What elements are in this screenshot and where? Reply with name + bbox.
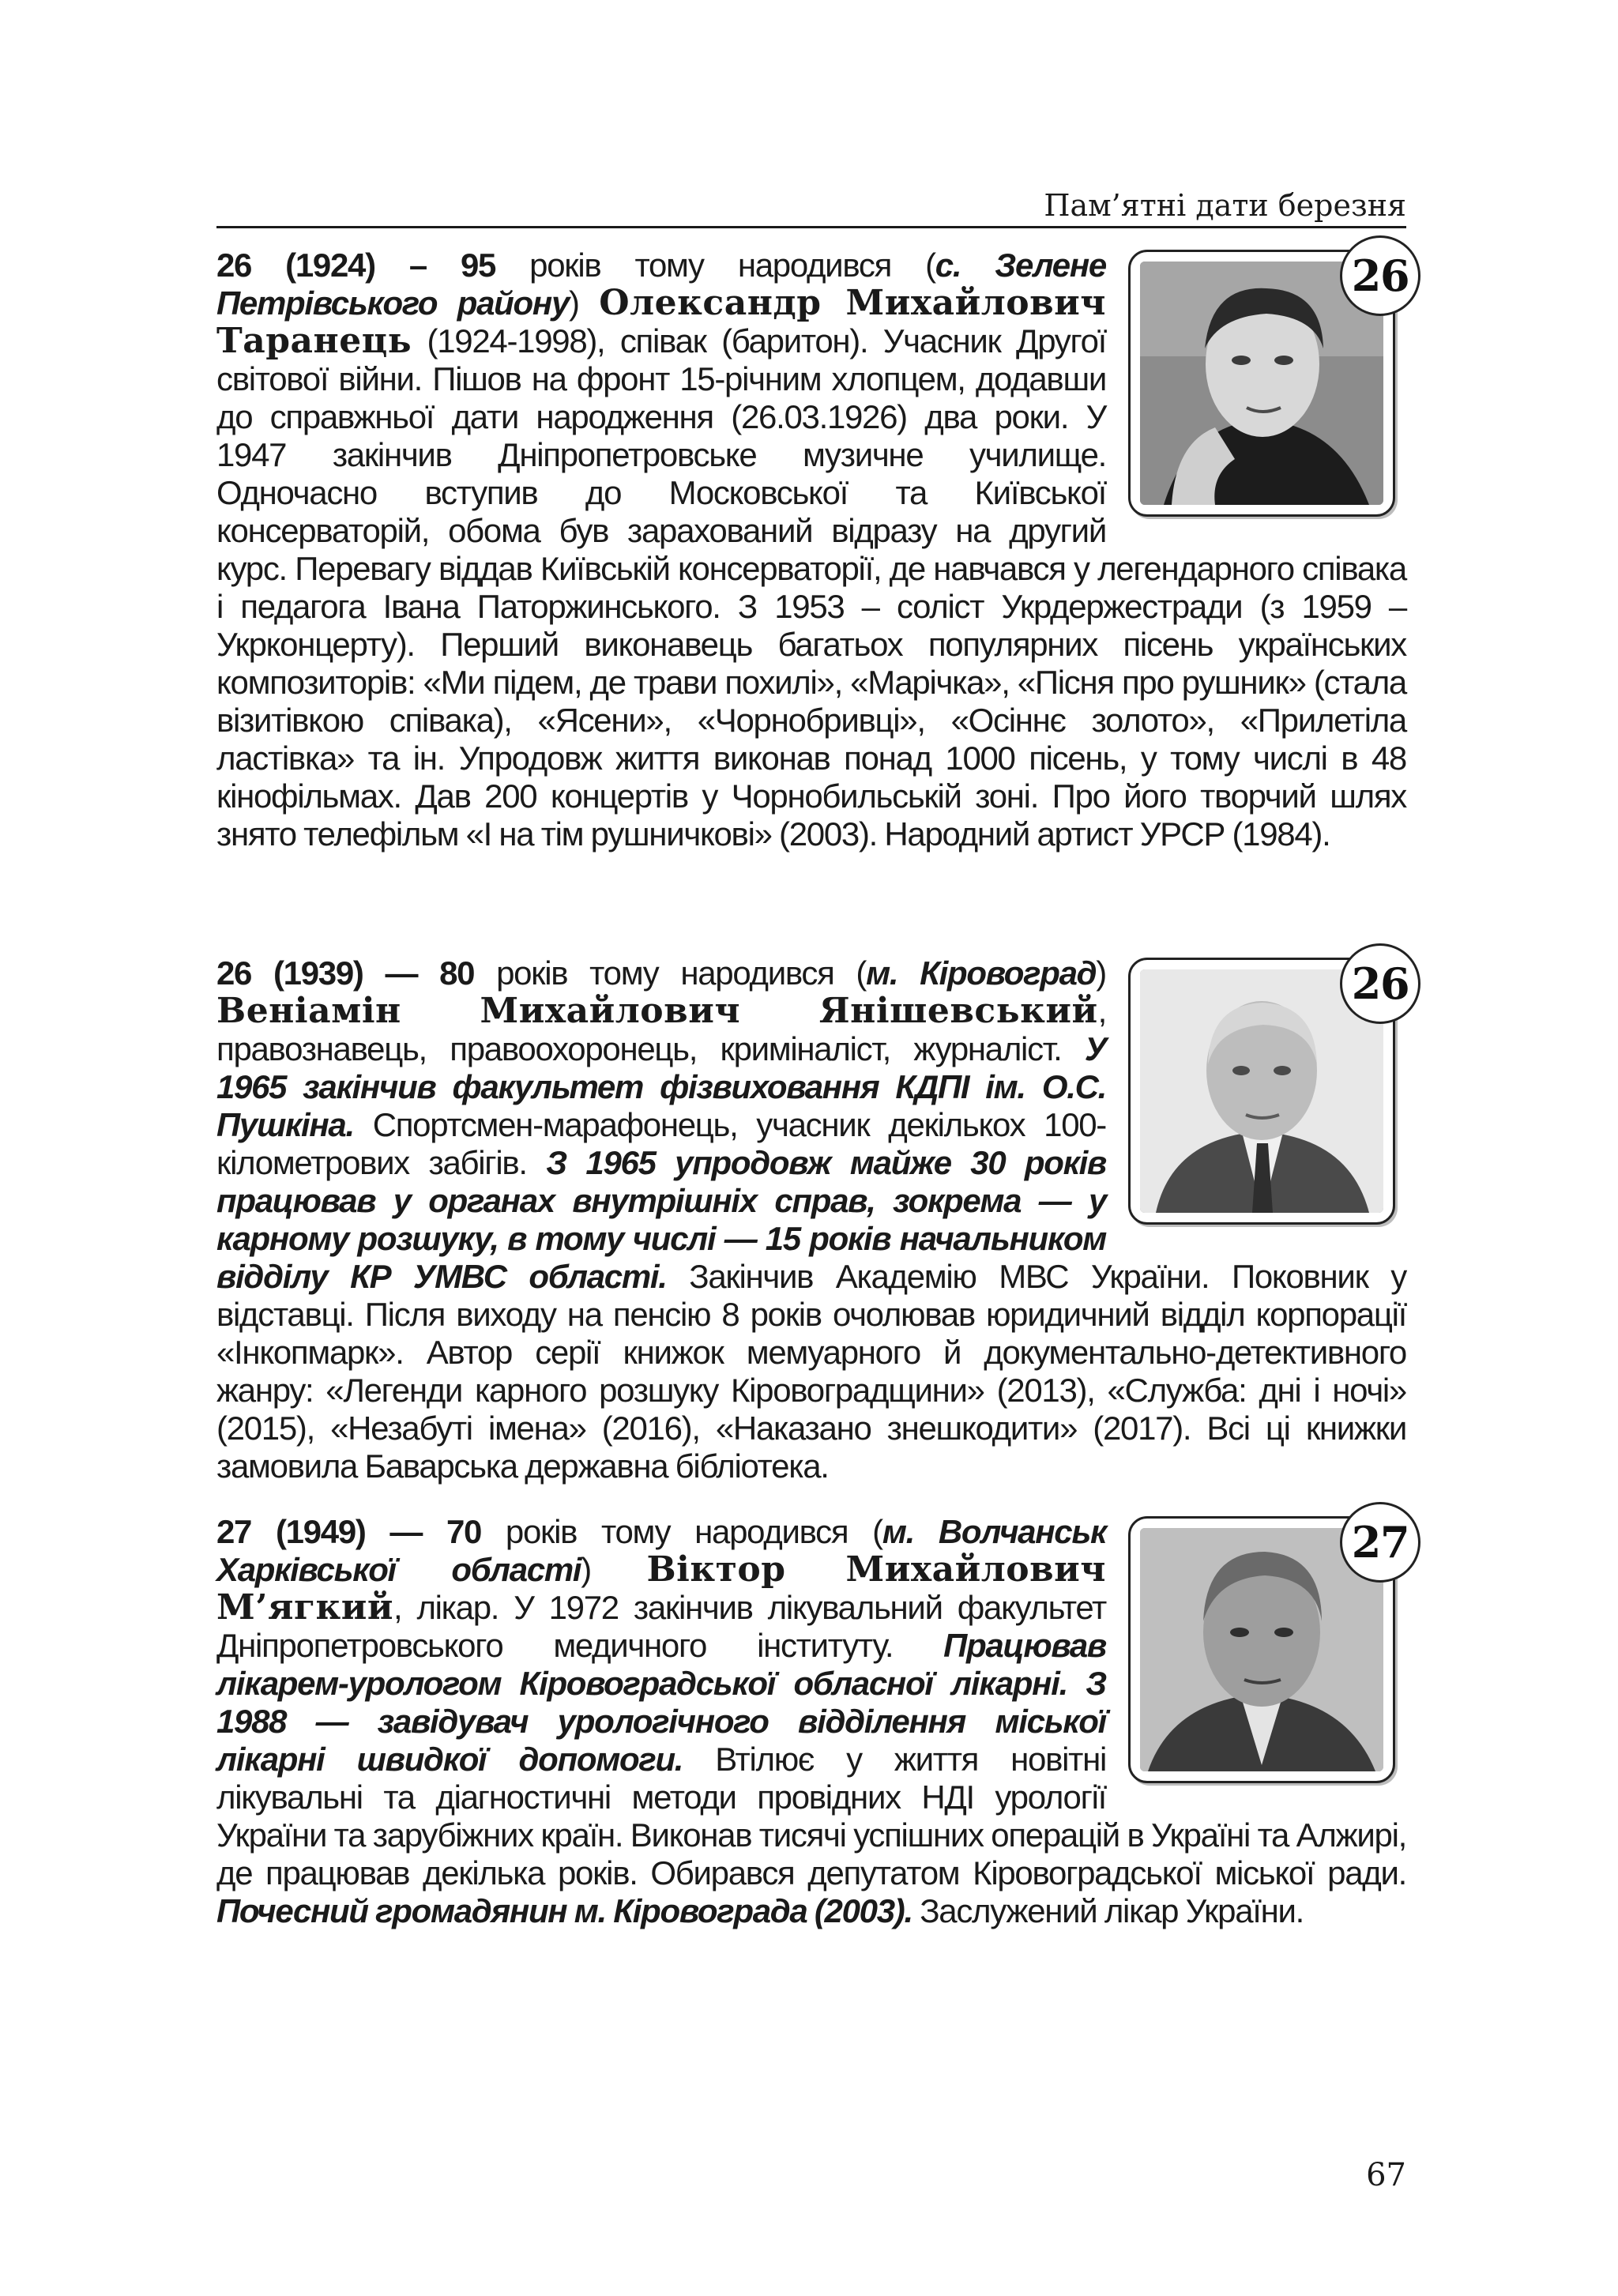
entry-myagky (216, 1513, 1409, 1930)
birth-place: с. Зелене Петрівського району (216, 247, 1106, 322)
running-header: Пам’ятні дати березня (1044, 188, 1406, 223)
portrait-myagky (1128, 1516, 1409, 1794)
text-run: років тому народився ( (481, 1513, 882, 1550)
text-run: ) (1096, 954, 1106, 992)
portrait-yanishevsky (1128, 958, 1409, 1236)
entry-lead: 26 (1924) – 95 (216, 247, 496, 284)
emphasis-text: Працював лікарем-урологом Кіровоградської обласної лікарні. З 1988 — завідувач урологічного відділення міської лікарні швидкої допомоги. (216, 1627, 1106, 1778)
text-run: років тому народився ( (495, 247, 935, 284)
person-name: Віктор Михайлович М’ягкий (216, 1549, 1106, 1628)
page-number: 67 (1366, 2157, 1406, 2193)
text-run: ) (569, 284, 600, 322)
text-run: (1924-1998), співак (баритон). Учасник Другої світової війни. Пішов на фронт 15-річним хлопцем, додавши до справжньої дати народження (26.03.1926) два роки. У 1947 закінчив Дніпропетровське музичне училище. Одночасно вступив до Московської та Київської консерваторій, обома був зарахований відразу на другий курс. Перевагу віддав Київській консерваторії, де навчався у легендарного співака і педагога Івана Паторжинського. З 1953 – соліст Укрдержестради (з 1959 – Укрконцерту). Перший виконавець багатьох популярних пісень українських композиторів: «Ми підем, де трави похилі», «Марічка», «Пісня про рушник» (стала візитівкою співака), «Ясени», «Чорнобривці», «Осіннє золото», «Прилетіла ластівка» та ін. Упродовж життя виконав понад 1000 пісень, у тому числі в 48 кінофільмах. Дав 200 концертів у Чорнобильській зоні. Про його творчий шлях знято телефільм «І на тім рушничкові» (2003). Народний артист УРСР (1984). (216, 322, 1406, 853)
emphasis-text: У 1965 закінчив факультет фізвиховання КДПІ ім. О.С. Пушкіна. (216, 1030, 1106, 1143)
birth-place: м. Кіровоград (866, 954, 1097, 992)
date-badge: 27 (1340, 1502, 1420, 1583)
date-badge: 26 (1340, 235, 1420, 316)
text-run: Втілює у життя новітні лікувальні та діагностичні методи провідних НДІ урології України та зарубіжних країн. Виконав тисячі успішних операцій в Україні та Алжирі, де працював декілька років. Обирався депутатом Кіровоградської міської ради. (216, 1741, 1406, 1891)
date-badge: 26 (1340, 943, 1420, 1024)
text-run: , правознавець, правоохоронець, криміналіст, журналіст. (216, 992, 1106, 1067)
text-run: Спортсмен-марафонець, учасник декількох 100-кілометрових забігів. (216, 1106, 1106, 1181)
text-run: , лікар. У 1972 закінчив лікувальний факультет Дніпропетровського медичного інституту. (216, 1589, 1106, 1664)
text-run: Закінчив Академію МВС України. Поковник у відставці. Після виходу на пенсію 8 років очолював юридичний відділ корпорації «Інкопмарк». Автор серії книжок мемуарного й документально-детективного жанру: «Легенди карного розшуку Кіровоградщини» (2013), «Служба: дні і ночі» (2015), «Незабуті імена» (2016), «Наказано знешкодити» (2017). Всі ці книжки замовила Баварська державна бібліотека. (216, 1258, 1406, 1485)
emphasis-text: Почесний громадянин м. Кіровограда (2003). (216, 1892, 912, 1929)
person-name: Веніамін Михайлович Янішевський (216, 991, 1098, 1031)
birth-place: м. Волчанськ Харківської області (216, 1513, 1106, 1588)
text-run: Заслужений лікар України. (912, 1892, 1304, 1929)
text-run: років тому народився ( (474, 954, 867, 992)
entry-yanishevsky (216, 954, 1409, 1485)
portrait-taranets (1128, 250, 1409, 528)
entry-lead: 26 (1939) — 80 (216, 954, 475, 992)
header-rule (216, 226, 1406, 228)
entry-taranets (216, 247, 1409, 853)
entry-lead: 27 (1949) — 70 (216, 1513, 482, 1550)
person-name: Олександр Михайлович Таранець (216, 283, 1107, 361)
emphasis-text: З 1965 упродовж майже 30 років працював у органах внутрішніх справ, зокрема — у карному розшуку, в тому числі — 15 років начальником відділу КР УМВС області. (216, 1144, 1107, 1295)
text-run: ) (581, 1551, 647, 1588)
